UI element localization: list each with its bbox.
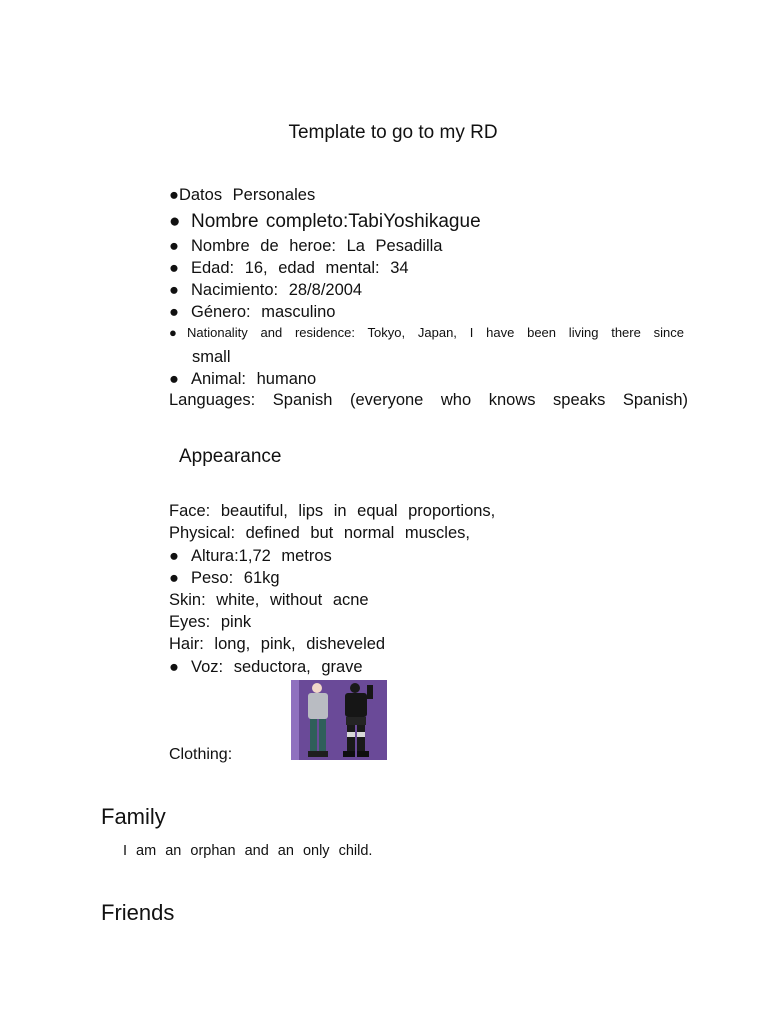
list-item-gender bbox=[169, 303, 336, 322]
section-personal-data: ●Datos Personales bbox=[169, 186, 316, 204]
list-item-hero-name bbox=[169, 237, 442, 256]
bullet: ● bbox=[169, 303, 179, 321]
nationality-continuation: small bbox=[192, 348, 231, 366]
gender-text: Género: masculino bbox=[191, 303, 336, 321]
clothing-image bbox=[291, 680, 387, 760]
full-name-text: Nombre completo:TabiYoshikague bbox=[191, 211, 481, 232]
voice-text: Voz: seductora, grave bbox=[191, 658, 363, 676]
list-item-birth bbox=[169, 281, 362, 300]
list-item-age bbox=[169, 259, 409, 278]
bullet: ● bbox=[169, 281, 179, 299]
list-item-voice bbox=[169, 658, 363, 677]
list-item-animal bbox=[169, 370, 316, 389]
appearance-heading: Appearance bbox=[179, 446, 282, 467]
hair-text: Hair: long, pink, disheveled bbox=[169, 635, 386, 653]
age-text: Edad: 16, edad mental: 34 bbox=[191, 259, 409, 277]
clothing-label: Clothing: bbox=[169, 746, 233, 763]
bullet: ● bbox=[169, 211, 181, 232]
bullet: ● bbox=[169, 658, 179, 676]
face-text: Face: beautiful, lips in equal proportions, bbox=[169, 502, 496, 520]
bullet: ● bbox=[169, 259, 179, 277]
bullet: ● bbox=[169, 569, 179, 587]
document-title: Template to go to my RD bbox=[288, 122, 498, 143]
list-item-height bbox=[169, 547, 332, 566]
eyes-text: Eyes: pink bbox=[169, 613, 252, 631]
physical-text: Physical: defined but normal muscles, bbox=[169, 524, 470, 542]
skin-text: Skin: white, without acne bbox=[169, 591, 369, 609]
list-item-full-name bbox=[169, 211, 481, 233]
animal-text: Animal: humano bbox=[191, 370, 317, 388]
bullet: ● bbox=[169, 547, 179, 565]
bullet: ● bbox=[169, 370, 179, 388]
family-text: I am an orphan and an only child. bbox=[123, 843, 373, 859]
birth-text: Nacimiento: 28/8/2004 bbox=[191, 281, 363, 299]
friends-heading: Friends bbox=[101, 900, 175, 925]
hero-name-text: Nombre de heroe: La Pesadilla bbox=[191, 237, 443, 255]
nationality-bullet: ● bbox=[169, 325, 177, 340]
weight-text: Peso: 61kg bbox=[191, 569, 280, 587]
height-text: Altura:1,72 metros bbox=[191, 547, 332, 565]
list-item-weight bbox=[169, 569, 280, 588]
bullet: ● bbox=[169, 237, 179, 255]
languages-text: Languages: Spanish (everyone who knows speaks Spanish) bbox=[169, 391, 688, 409]
family-heading: Family bbox=[101, 804, 166, 829]
nationality-text: Nationality and residence: Tokyo, Japan, I have been living there since bbox=[187, 325, 684, 340]
clothing-figures-illustration bbox=[291, 680, 387, 760]
